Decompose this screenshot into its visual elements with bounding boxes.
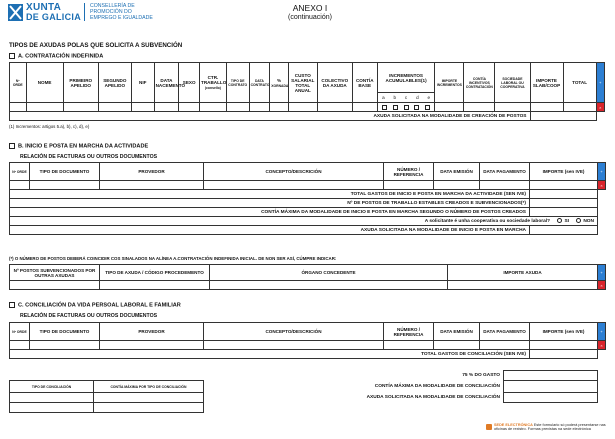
concil-type-input-1[interactable] bbox=[10, 393, 94, 403]
section-c-title bbox=[9, 302, 181, 308]
section-b-subtitle: RELACIÓN DE FACTURAS OU OUTROS DOCUMENTOS bbox=[20, 154, 158, 160]
remove-row-button[interactable]: × bbox=[598, 181, 606, 190]
cell-input[interactable] bbox=[226, 103, 249, 112]
cell-input[interactable] bbox=[98, 103, 131, 112]
add-row-button[interactable]: + bbox=[598, 265, 606, 281]
cell-input[interactable] bbox=[384, 341, 434, 350]
col-issue-date: DATA EMISIÓN bbox=[434, 163, 480, 181]
sede-electronica-icon bbox=[486, 424, 492, 430]
concil-max-input-2[interactable] bbox=[94, 403, 204, 413]
cell-input[interactable] bbox=[530, 103, 563, 112]
increment-letter-c: c bbox=[404, 95, 408, 100]
cell-input[interactable] bbox=[210, 281, 448, 290]
footer-note bbox=[494, 423, 612, 432]
cell-input[interactable] bbox=[464, 103, 495, 112]
other-aids-table bbox=[9, 264, 606, 290]
section-a-note: (1) Incrementos: artigos 5.a), b), c), d), e) bbox=[9, 124, 90, 129]
section-c-requested-input[interactable] bbox=[504, 393, 598, 403]
coop-no-label: NON bbox=[583, 218, 594, 224]
col-ctr bbox=[200, 63, 227, 103]
section-b-table bbox=[9, 162, 606, 235]
cell-input[interactable] bbox=[26, 103, 63, 112]
cell-input[interactable] bbox=[30, 341, 100, 350]
col-doc-type: TIPO DE DOCUMENTO bbox=[30, 323, 100, 341]
increment-checkboxes bbox=[377, 103, 435, 112]
col-provider: PROVEDOR bbox=[100, 163, 204, 181]
col-concil-max: CONTÍA MÁXIMA POR TIPO DE CONCILIACIÓN bbox=[94, 381, 204, 393]
add-row-button[interactable]: + bbox=[598, 163, 606, 181]
col-pct bbox=[270, 63, 289, 103]
coop-yes-radio[interactable] bbox=[557, 218, 562, 223]
section-b-requested-label: AXUDA SOLICITADA NA MODALIDADE DE INICIO E POSTA EN MARCHA bbox=[10, 226, 530, 235]
remove-row-button[interactable]: × bbox=[596, 103, 604, 112]
section-b-jobs-label: Nº DE POSTOS DE TRABALLO ESTABLES CREADOS E SUBVENCIONADOS(*) bbox=[10, 199, 530, 208]
section-c-summary bbox=[9, 370, 606, 413]
add-row-button[interactable]: + bbox=[596, 63, 604, 103]
increment-letter-e: e bbox=[427, 95, 431, 100]
col-agency: ÓRGANO CONCEDENTE bbox=[210, 265, 448, 281]
section-c-pct-label: 75 % DO GASTO bbox=[462, 373, 500, 378]
cell-input[interactable] bbox=[10, 181, 30, 190]
xunta-wordmark: XUNTA bbox=[26, 2, 62, 13]
section-a-requested-label: AXUDA SOLICITADA NA MODALIDADE DE CREACIÓN DE POSTOS bbox=[10, 112, 531, 121]
cell-input[interactable] bbox=[530, 181, 598, 190]
increment-checkbox-c[interactable] bbox=[404, 105, 409, 110]
section-b-total-label: TOTAL GASTOS DE INICIO E POSTA EN MARCHA DA ACTIVIDADE (SEN IVE) bbox=[10, 190, 530, 199]
coop-no-radio[interactable] bbox=[576, 218, 581, 223]
section-a-checkbox[interactable] bbox=[9, 53, 15, 59]
section-b-checkbox[interactable] bbox=[9, 143, 15, 149]
section-c-max-input[interactable] bbox=[504, 381, 598, 393]
coop-yes-label: SI bbox=[564, 218, 569, 224]
section-c-max-label: CONTÍA MÁXIMA DA MODALIDADE DE CONCILIACIÓN bbox=[374, 384, 500, 389]
cell-input[interactable] bbox=[434, 181, 480, 190]
col-amount: IMPORTE (sen IVE) bbox=[530, 163, 598, 181]
increment-letters bbox=[377, 93, 435, 103]
cell-input[interactable] bbox=[384, 181, 434, 190]
section-b-coop-row bbox=[10, 217, 598, 226]
cell-input[interactable] bbox=[154, 103, 179, 112]
col-surname1: PRIMEIRO APELIDO bbox=[63, 63, 98, 103]
section-c-requested-label: AXUDA SOLICITADA NA MODALIDADE DE CONCILIACIÓN bbox=[366, 395, 500, 400]
section-c-pct-input[interactable] bbox=[504, 371, 598, 381]
col-order: Nº ORDE bbox=[10, 163, 30, 181]
col-increments: INCREMENTOS ACUMULABLES(1) bbox=[377, 63, 435, 93]
cell-input[interactable] bbox=[563, 103, 596, 112]
col-amount-slab: IMPORTE SLAB/COOP bbox=[530, 63, 563, 103]
col-doc-type: TIPO DE DOCUMENTO bbox=[30, 163, 100, 181]
col-aid-amount: IMPORTE AXUDA bbox=[448, 265, 598, 281]
col-pct-sub: XORNADA bbox=[271, 83, 289, 88]
increment-letter-a: a bbox=[382, 95, 385, 100]
cell-input[interactable] bbox=[434, 341, 480, 350]
concil-max-input-1[interactable] bbox=[94, 393, 204, 403]
increment-checkbox-e[interactable] bbox=[425, 105, 430, 110]
galicia-wordmark: DE GALICIA bbox=[26, 12, 82, 22]
cell-input[interactable] bbox=[10, 341, 30, 350]
add-row-button[interactable]: + bbox=[598, 323, 606, 341]
col-contract-type: TIPO DE CONTRATO bbox=[226, 63, 249, 103]
main-title: TIPOS DE AXUDAS POLAS QUE SOLICITA A SUBVENCIÓN bbox=[9, 42, 183, 49]
cell-input[interactable] bbox=[131, 103, 154, 112]
annex-title: ANEXO I bbox=[292, 3, 328, 13]
cell-input[interactable] bbox=[204, 181, 384, 190]
section-b-jobs-input[interactable] bbox=[530, 199, 598, 208]
section-c-checkbox[interactable] bbox=[9, 302, 15, 308]
col-sex: SEXO bbox=[179, 63, 200, 103]
cell-input[interactable] bbox=[179, 103, 200, 112]
col-surname2: SEGUNDO APELIDO bbox=[98, 63, 131, 103]
section-c-total-input[interactable] bbox=[530, 350, 598, 359]
section-a-requested-input[interactable] bbox=[530, 112, 596, 121]
cell-input[interactable] bbox=[530, 341, 598, 350]
cell-input[interactable] bbox=[352, 103, 377, 112]
section-c-subtitle: RELACIÓN DE FACTURAS OU OUTROS DOCUMENTOS bbox=[20, 313, 158, 319]
increment-letter-b: b bbox=[393, 95, 397, 100]
table-row bbox=[10, 103, 605, 112]
cell-input[interactable] bbox=[100, 341, 204, 350]
cell-input[interactable] bbox=[495, 103, 530, 112]
table-row bbox=[10, 181, 606, 190]
col-pct-label: % bbox=[276, 77, 282, 83]
cell-input[interactable] bbox=[448, 281, 598, 290]
col-contract-incentives: CONTÍA INCENTIVOS CONTRATACIÓN bbox=[464, 63, 495, 103]
increment-letter-d: d bbox=[416, 95, 419, 100]
conselleria-line-3: EMPREGO E IGUALDADE bbox=[90, 15, 153, 21]
section-b-total-input[interactable] bbox=[530, 190, 598, 199]
section-a-title bbox=[9, 53, 103, 59]
col-jobs-other: Nº POSTOS SUBVENCIONADOS POR OUTRAS AXUDAS bbox=[10, 265, 100, 281]
col-order: Nº ORDE bbox=[10, 323, 30, 341]
xunta-logo-icon bbox=[8, 4, 23, 21]
section-b-requested-input[interactable] bbox=[530, 226, 598, 235]
col-payment-date: DATA PAGAMENTO bbox=[480, 323, 530, 341]
col-concil-type: TIPO DE CONCILIACIÓN bbox=[10, 381, 94, 393]
section-b-label: B. INICIO E POSTA EN MARCHA DA ACTIVIDADE bbox=[18, 143, 149, 150]
increment-checkbox-b[interactable] bbox=[393, 105, 398, 110]
col-ctr-sub: (consello) bbox=[204, 86, 221, 90]
cell-input[interactable] bbox=[317, 103, 352, 112]
col-payment-date: DATA PAGAMENTO bbox=[480, 163, 530, 181]
section-c-table bbox=[9, 322, 606, 359]
section-b-asterisk-note: (*) O NÚMERO DE POSTOS DEBERÁ COINCIDIR COS SINALADOS NA ALÍNEA A.CONTRATACIÓN INDEFINIDA INICIAL. DE NON SER ASÍ, CÚMPRE INDICAR: bbox=[9, 256, 337, 261]
col-contract-date: DATA CONTRATO bbox=[249, 63, 270, 103]
col-collective: COLECTIVO DA AXUDA bbox=[317, 63, 352, 103]
col-base-amount: CONTÍA BASE bbox=[352, 63, 377, 103]
col-increments-amount: IMPORTE INCREMENTOS bbox=[435, 63, 464, 103]
increment-checkbox-a[interactable] bbox=[382, 105, 387, 110]
footer-brand: SEDE ELECTRÓNICA bbox=[494, 423, 533, 427]
cell-input[interactable] bbox=[288, 103, 317, 112]
cell-input[interactable] bbox=[200, 103, 227, 112]
cell-input[interactable] bbox=[480, 181, 530, 190]
section-c-label: C. CONCILIACIÓN DA VIDA PERSOAL LABORAL E FAMILIAR bbox=[18, 302, 181, 309]
cell-input[interactable] bbox=[435, 103, 464, 112]
col-labor-coop: SOCIEDADE LABORAL OU COOPERATIVA bbox=[495, 63, 530, 103]
annex-subtitle: (continuación) bbox=[288, 14, 332, 21]
cell-input[interactable] bbox=[10, 103, 27, 112]
footer-text: Este formulario só poderá presentarse nas oficinas de rexistro. Formas previstas na sede electrónica bbox=[494, 423, 606, 432]
remove-row-button[interactable]: × bbox=[598, 281, 606, 290]
cell-input[interactable] bbox=[100, 181, 204, 190]
table-row bbox=[10, 281, 606, 290]
cell-input[interactable] bbox=[249, 103, 270, 112]
cell-input[interactable] bbox=[100, 281, 210, 290]
col-birth: DATA NACEMENTO bbox=[154, 63, 179, 103]
cell-input[interactable] bbox=[270, 103, 289, 112]
col-concept: CONCEPTO/DESCRICIÓN bbox=[204, 323, 384, 341]
table-row bbox=[10, 341, 606, 350]
col-aid-type: TIPO DE AXUDA / CÓDIGO PROCEDEMENTO bbox=[100, 265, 210, 281]
cell-input[interactable] bbox=[480, 341, 530, 350]
cell-input[interactable] bbox=[10, 281, 100, 290]
section-b-max-input[interactable] bbox=[530, 208, 598, 217]
cell-input[interactable] bbox=[30, 181, 100, 190]
section-b-max-label: CONTÍA MÁXIMA DA MODALIDADE DE INICIO E POSTA EN MARCHA SEGUNDO O NÚMERO DE POSTOS CREADOS bbox=[10, 208, 530, 217]
col-nif: NIF bbox=[131, 63, 154, 103]
col-order: Nº ORDE bbox=[10, 63, 27, 103]
cell-input[interactable] bbox=[63, 103, 98, 112]
col-name: NOME bbox=[26, 63, 63, 103]
col-provider: PROVEDOR bbox=[100, 323, 204, 341]
col-amount: IMPORTE (sen IVE) bbox=[530, 323, 598, 341]
coop-question-label: A solicitante é unha cooperativa ou sociedade laboral? bbox=[424, 218, 551, 224]
section-b-title bbox=[9, 143, 148, 149]
col-number: NÚMERO / REFERENCIA bbox=[384, 163, 434, 181]
conselleria-line-1: CONSELLERÍA DE bbox=[90, 3, 135, 9]
conselleria-line-2: PROMOCIÓN DO bbox=[90, 9, 132, 15]
col-ctr-label: CTR. TRABALLO bbox=[201, 75, 227, 85]
remove-row-button[interactable]: × bbox=[598, 341, 606, 350]
col-salary: CUSTO SALARIAL TOTAL ANUAL bbox=[288, 63, 317, 103]
concil-type-input-2[interactable] bbox=[10, 403, 94, 413]
col-concept: CONCEPTO/DESCRICIÓN bbox=[204, 163, 384, 181]
conselleria-name bbox=[84, 3, 153, 21]
col-total: TOTAL bbox=[563, 63, 596, 103]
increment-checkbox-d[interactable] bbox=[414, 105, 419, 110]
section-c-total-label: TOTAL GASTOS DE CONCILIACIÓN (SEN IVE) bbox=[10, 350, 530, 359]
section-a-label: A. CONTRATACIÓN INDEFINIDA bbox=[18, 53, 104, 60]
section-a-table bbox=[9, 62, 605, 121]
col-number: NÚMERO / REFERENCIA bbox=[384, 323, 434, 341]
cell-input[interactable] bbox=[204, 341, 384, 350]
col-issue-date: DATA EMISIÓN bbox=[434, 323, 480, 341]
